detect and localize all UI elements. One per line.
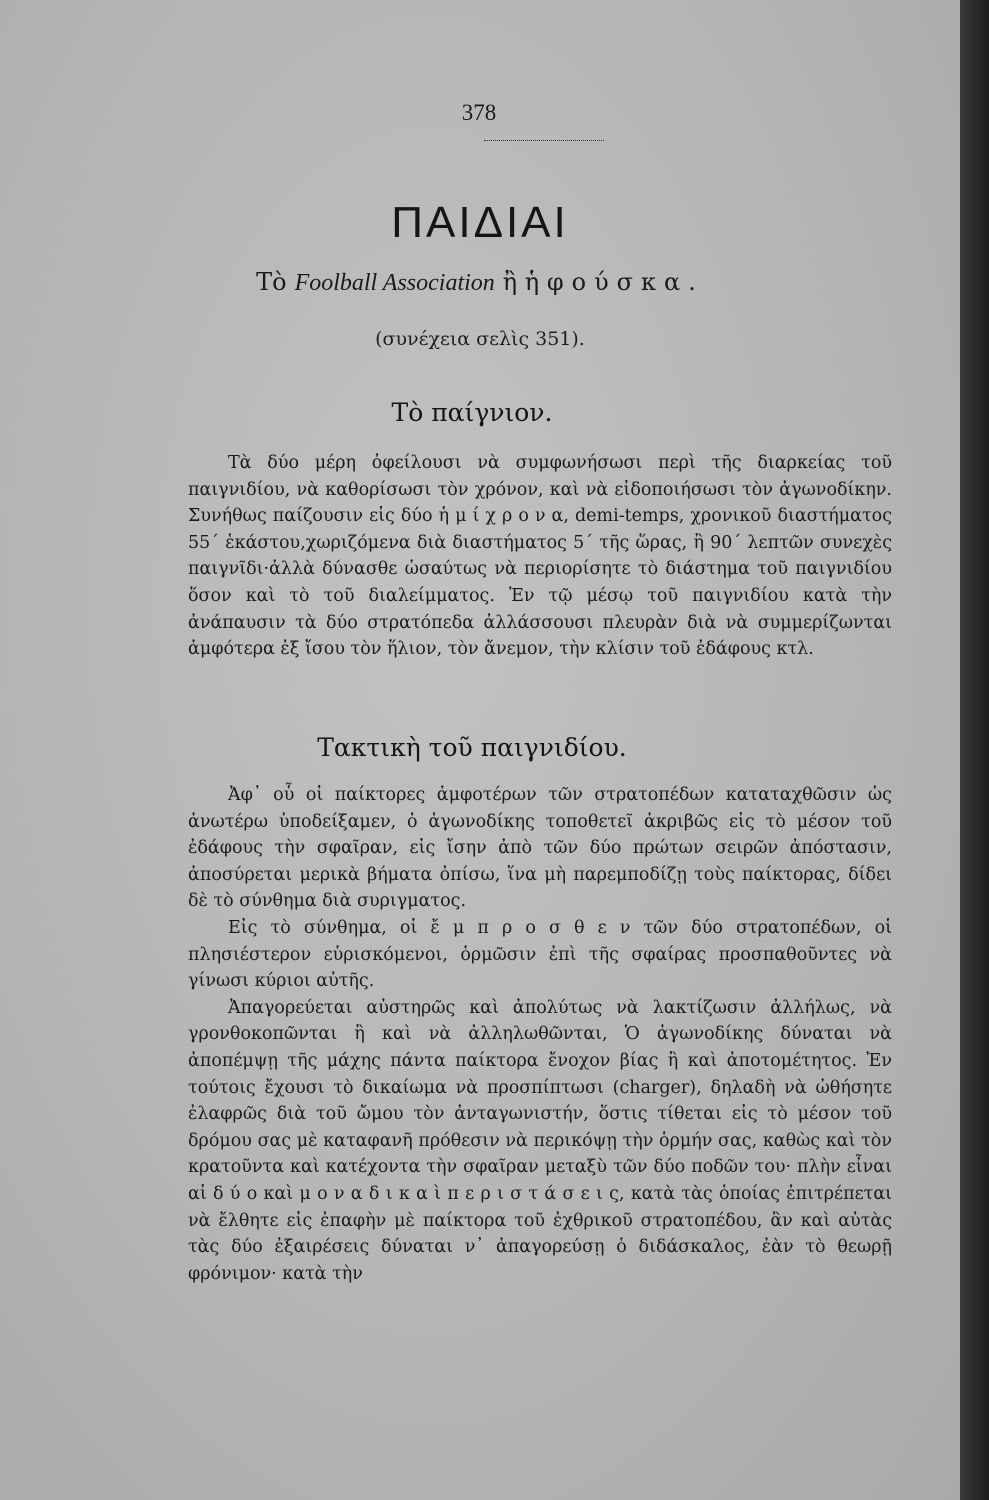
paragraph: Εἰς τὸ σύνθημα, οἱ ἔ μ π ρ ο σ θ ε ν τῶν δύο στρατοπέδων, οἱ πλησιέστερον εὑρισκόμενοι, ὁρμῶσιν ἐπὶ τῆς σφαίρας προσπαθοῦντες νὰ γίνωσι κύριοι αὐτῆς. — [188, 917, 892, 992]
paragraph: Ἀφ᾿ οὗ οἱ παίκτορες ἀμφοτέρων τῶν στρατοπέδων καταταχθῶσιν ὡς ἀνωτέρω ὑποδείξαμεν, ὁ ἀγωνοδίκης τοποθετεῖ ἀκριβῶς εἰς τὸ μέσον τοῦ ἐδάφους τὴν σφαῖραν, εἰς ἴσην ἀπὸ τῶν δύο πρώτων σειρῶν ἀπόστασιν, ἀποσύρεται μερικὰ βήματα ὀπίσω, ἵνα μὴ παρεμποδίζῃ τοὺς παίκτορας, δίδει δὲ τὸ σύνθημα διὰ συριγματος. — [188, 785, 892, 912]
continuation-note: (συνέχεια σελὶς 351). — [375, 328, 585, 350]
subtitle-rest: ἢ ἡ — [502, 268, 540, 296]
section-heading-game: Τὸ παίγνιον. — [391, 398, 553, 427]
paragraph: Τὰ δύο μέρη ὀφείλουσι νὰ συμφωνήσωσι περὶ τῆς διαρκείας τοῦ παιγνιδίου, νὰ καθορίσωσι τὸν χρόνον, καὶ νὰ εἰδοποιήσωσι τὸν ἀγωνοδίκην. Συνήθως παίζουσιν εἰς δύο ἡ μ ί χ ρ ο ν α, demi-temps, χρονικοῦ διαστήματος 55΄ ἑκάστου,χωριζόμενα διὰ διαστήματος 5΄ τῆς ὥρας, ἢ 90΄ λεπτῶν συνεχὲς παιγνῖδι·ἀλλὰ δύνασθε ὡσαύτως νὰ περιορίσητε τὸ διάστημα τοῦ παιγνιδίου ὅσον καὶ τὸ τοῦ διαλείμματος. Ἐν τῷ μέσῳ τοῦ παιγνιδίου κατὰ τὴν ἀνάπαυσιν τὰ δύο στρατόπεδα ἀλλάσσουσι πλευρὰν διὰ νὰ συμμερίζωνται ἀμφότερα ἐξ ἴσου τὸν ἥλιον, τὸν ἄνεμον, τὴν κλίσιν τοῦ ἐδάφους κτλ. — [188, 453, 892, 660]
section-tactics-text — [188, 782, 892, 1287]
subtitle-spaced: φούσκα. — [546, 268, 704, 296]
paragraph: Ἀπαγορεύεται αὐστηρῶς καὶ ἀπολύτως νὰ λακτίζωσιν ἀλλήλως, νὰ γρονθοκοπῶνται ἢ καὶ νὰ ἀλληλωθῶνται, Ὁ ἀγωνοδίκης δύναται νὰ ἀποπέμψῃ τῆς μάχης πάντα παίκτορα ἔνοχον βίας ἢ καὶ ἀποτομέτητος. Ἐν τούτοις ἔχουσι τὸ δικαίωμα νὰ προσπίπτωσι (charger), δηλαδὴ νὰ ὠθήσητε ἐλαφρῶς διὰ τοῦ ὤμου τὸν ἀνταγωνιστήν, ὅστις τίθεται εἰς τὸ μέσον τοῦ δρόμου σας μὲ καταφανῆ πρόθεσιν νὰ περικόψῃ τὴν ὁρμήν σας, καθὼς καὶ τὸν κρατοῦντα καὶ κατέχοντα τὴν σφαῖραν μεταξὺ τῶν δύο ποδῶν του· πλὴν εἶναι αἱ δ ύ ο καὶ μ ο ν α δ ι κ α ὶ π ε ρ ι σ τ ά σ ε ι ς, κατὰ τὰς ὁποίας ἐπιτρέπεται νὰ ἔλθητε εἰς ἐπαφὴν μὲ παίκτορα τοῦ ἐχθρικοῦ στρατοπέδου, ἂν καὶ αὐτὰς τὰς δύο ἐξαιρέσεις δύναται ν᾿ ἀπαγορεύσῃ ὁ διδάσκαλος, ἐὰν τὸ θεωρῇ φρόνιμον· κατὰ τὴν — [188, 997, 892, 1284]
chapter-title: ΠΑΙΔΙΑΙ — [391, 198, 569, 247]
section-game-text — [188, 450, 892, 663]
subtitle-english: Foolball Association — [294, 270, 495, 296]
page-number: 378 — [461, 100, 497, 125]
subtitle-article: Τὸ — [256, 268, 287, 296]
section-heading-tactics: Τακτικὴ τοῦ παιγνιδίου. — [317, 733, 627, 762]
book-gutter-edge — [960, 0, 989, 1500]
page-number-rule — [484, 140, 604, 141]
article-subtitle — [0, 268, 960, 297]
